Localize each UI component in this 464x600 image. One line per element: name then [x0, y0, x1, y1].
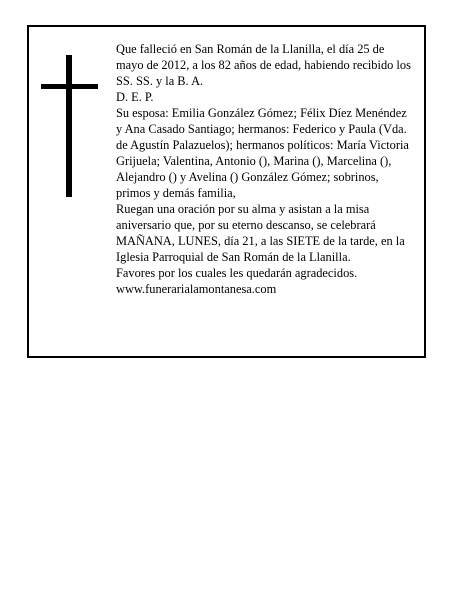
cross-vertical-bar: [66, 55, 72, 197]
funeral-home-website: www.funerarialamontanesa.com: [116, 282, 277, 296]
thanks-line: Favores por los cuales les quedarán agradecidos.: [116, 266, 358, 280]
obituary-notice: [27, 25, 426, 358]
rest-in-peace: D. E. P.: [116, 90, 154, 104]
cross-horizontal-bar: [41, 84, 98, 89]
cross-icon: [41, 55, 98, 197]
family-list: Su esposa: Emilia González Gómez; Félix Díez Menéndez y Ana Casado Santiago; hermanos: Federico y Paula (Vda. de Agustín Palazuelos); hermanos políticos: María Victoria Grijuela; Valentina, Antonio (), Marina (), Marcelina (), Alejandro () y Avelina () González Gómez; sobrinos, primos y demás familia,: [116, 106, 409, 200]
notice-text: [116, 41, 412, 297]
mass-invitation: Ruegan una oración por su alma y asistan a la misa aniversario que, por su eterno descanso, se celebrará MAÑANA, LUNES, día 21, a las SIETE de la tarde, en la Iglesia Parroquial de San Román de la Llanilla.: [116, 202, 405, 264]
death-announcement: Que falleció en San Román de la Llanilla, el día 25 de mayo de 2012, a los 82 años de edad, habiendo recibido los SS. SS. y la B. A.: [116, 42, 411, 88]
